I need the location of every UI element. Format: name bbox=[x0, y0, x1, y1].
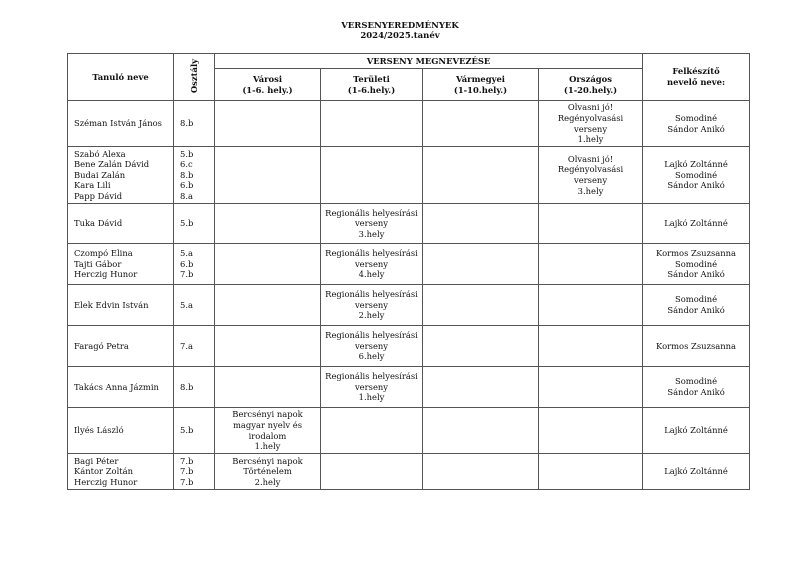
teacher-cell: Somodiné Sándor Anikó bbox=[643, 367, 750, 408]
table-row bbox=[68, 285, 750, 326]
national-result-cell bbox=[539, 285, 643, 326]
class-cell: 7.a bbox=[174, 326, 215, 367]
city-result-cell: Bercsényi napok magyar nyelv és irodalom 1.hely bbox=[215, 408, 321, 454]
class-cell: 5.b bbox=[174, 408, 215, 454]
teacher-cell: Lajkó Zoltánné bbox=[643, 454, 750, 490]
table-row bbox=[68, 204, 750, 244]
regional-result-cell: Regionális helyesírási verseny 3.hely bbox=[321, 204, 423, 244]
class-cell: 8.b bbox=[174, 367, 215, 408]
table-row bbox=[68, 326, 750, 367]
table-row bbox=[68, 101, 750, 147]
city-result-cell bbox=[215, 285, 321, 326]
header-regional: Területi (1-6.hely.) bbox=[321, 69, 423, 101]
student-names-cell: Szabó Alexa Bene Zalán Dávid Budai Zalán Kara Lili Papp Dávid bbox=[68, 147, 174, 204]
regional-result-cell bbox=[321, 454, 423, 490]
table-row bbox=[68, 244, 750, 285]
city-result-cell bbox=[215, 244, 321, 285]
table-row bbox=[68, 367, 750, 408]
regional-result-cell bbox=[321, 408, 423, 454]
student-names-cell: Tuka Dávid bbox=[68, 204, 174, 244]
results-table bbox=[67, 53, 750, 490]
student-names-cell: Takács Anna Jázmin bbox=[68, 367, 174, 408]
county-result-cell bbox=[423, 101, 539, 147]
class-cell: 5.b bbox=[174, 204, 215, 244]
regional-result-cell: Regionális helyesírási verseny 6.hely bbox=[321, 326, 423, 367]
table-row bbox=[68, 408, 750, 454]
header-competition: VERSENY MEGNEVEZÉSE bbox=[215, 54, 643, 69]
county-result-cell bbox=[423, 204, 539, 244]
teacher-cell: Kormos Zsuzsanna bbox=[643, 326, 750, 367]
national-result-cell bbox=[539, 244, 643, 285]
city-result-cell bbox=[215, 147, 321, 204]
header-student-name: Tanuló neve bbox=[68, 54, 174, 101]
class-cell: 5.a bbox=[174, 285, 215, 326]
teacher-cell: Lajkó Zoltánné bbox=[643, 204, 750, 244]
national-result-cell: Olvasni jó! Regényolvasási verseny 3.hely bbox=[539, 147, 643, 204]
student-names-cell: Bagi Péter Kántor Zoltán Herczig Hunor bbox=[68, 454, 174, 490]
document-title: VERSENYEREDMÉNYEK bbox=[341, 21, 459, 31]
header-class: Osztály bbox=[174, 54, 215, 101]
county-result-cell bbox=[423, 147, 539, 204]
teacher-cell: Kormos Zsuzsanna Somodiné Sándor Anikó bbox=[643, 244, 750, 285]
class-cell: 8.b bbox=[174, 101, 215, 147]
regional-result-cell: Regionális helyesírási verseny 2.hely bbox=[321, 285, 423, 326]
teacher-cell: Somodiné Sándor Anikó bbox=[643, 285, 750, 326]
regional-result-cell bbox=[321, 147, 423, 204]
county-result-cell bbox=[423, 408, 539, 454]
national-result-cell bbox=[539, 408, 643, 454]
city-result-cell: Bercsényi napok Történelem 2.hely bbox=[215, 454, 321, 490]
national-result-cell bbox=[539, 204, 643, 244]
header-national: Országos (1-20.hely.) bbox=[539, 69, 643, 101]
national-result-cell bbox=[539, 326, 643, 367]
header-city: Városi (1-6. hely.) bbox=[215, 69, 321, 101]
city-result-cell bbox=[215, 101, 321, 147]
table-row bbox=[68, 147, 750, 204]
county-result-cell bbox=[423, 454, 539, 490]
student-names-cell: Széman István János bbox=[68, 101, 174, 147]
class-cell: 5.b 6.c 8.b 6.b 8.a bbox=[174, 147, 215, 204]
regional-result-cell: Regionális helyesírási verseny 4.hely bbox=[321, 244, 423, 285]
national-result-cell bbox=[539, 367, 643, 408]
school-year: 2024/2025.tanév bbox=[360, 31, 440, 41]
student-names-cell: Faragó Petra bbox=[68, 326, 174, 367]
student-names-cell: Czompó Elina Tajti Gábor Herczig Hunor bbox=[68, 244, 174, 285]
county-result-cell bbox=[423, 285, 539, 326]
national-result-cell: Olvasni jó! Regényolvasási verseny 1.hely bbox=[539, 101, 643, 147]
student-names-cell: Elek Edvin István bbox=[68, 285, 174, 326]
regional-result-cell: Regionális helyesírási verseny 1.hely bbox=[321, 367, 423, 408]
teacher-cell: Somodiné Sándor Anikó bbox=[643, 101, 750, 147]
class-cell: 5.a 6.b 7.b bbox=[174, 244, 215, 285]
national-result-cell bbox=[539, 454, 643, 490]
county-result-cell bbox=[423, 367, 539, 408]
city-result-cell bbox=[215, 367, 321, 408]
regional-result-cell bbox=[321, 101, 423, 147]
class-cell: 7.b 7.b 7.b bbox=[174, 454, 215, 490]
header-teacher: Felkészítő nevelő neve: bbox=[643, 54, 750, 101]
county-result-cell bbox=[423, 326, 539, 367]
teacher-cell: Lajkó Zoltánné Somodiné Sándor Anikó bbox=[643, 147, 750, 204]
city-result-cell bbox=[215, 204, 321, 244]
student-names-cell: Ilyés László bbox=[68, 408, 174, 454]
table-row bbox=[68, 454, 750, 490]
header-county: Vármegyei (1-10.hely.) bbox=[423, 69, 539, 101]
city-result-cell bbox=[215, 326, 321, 367]
teacher-cell: Lajkó Zoltánné bbox=[643, 408, 750, 454]
county-result-cell bbox=[423, 244, 539, 285]
